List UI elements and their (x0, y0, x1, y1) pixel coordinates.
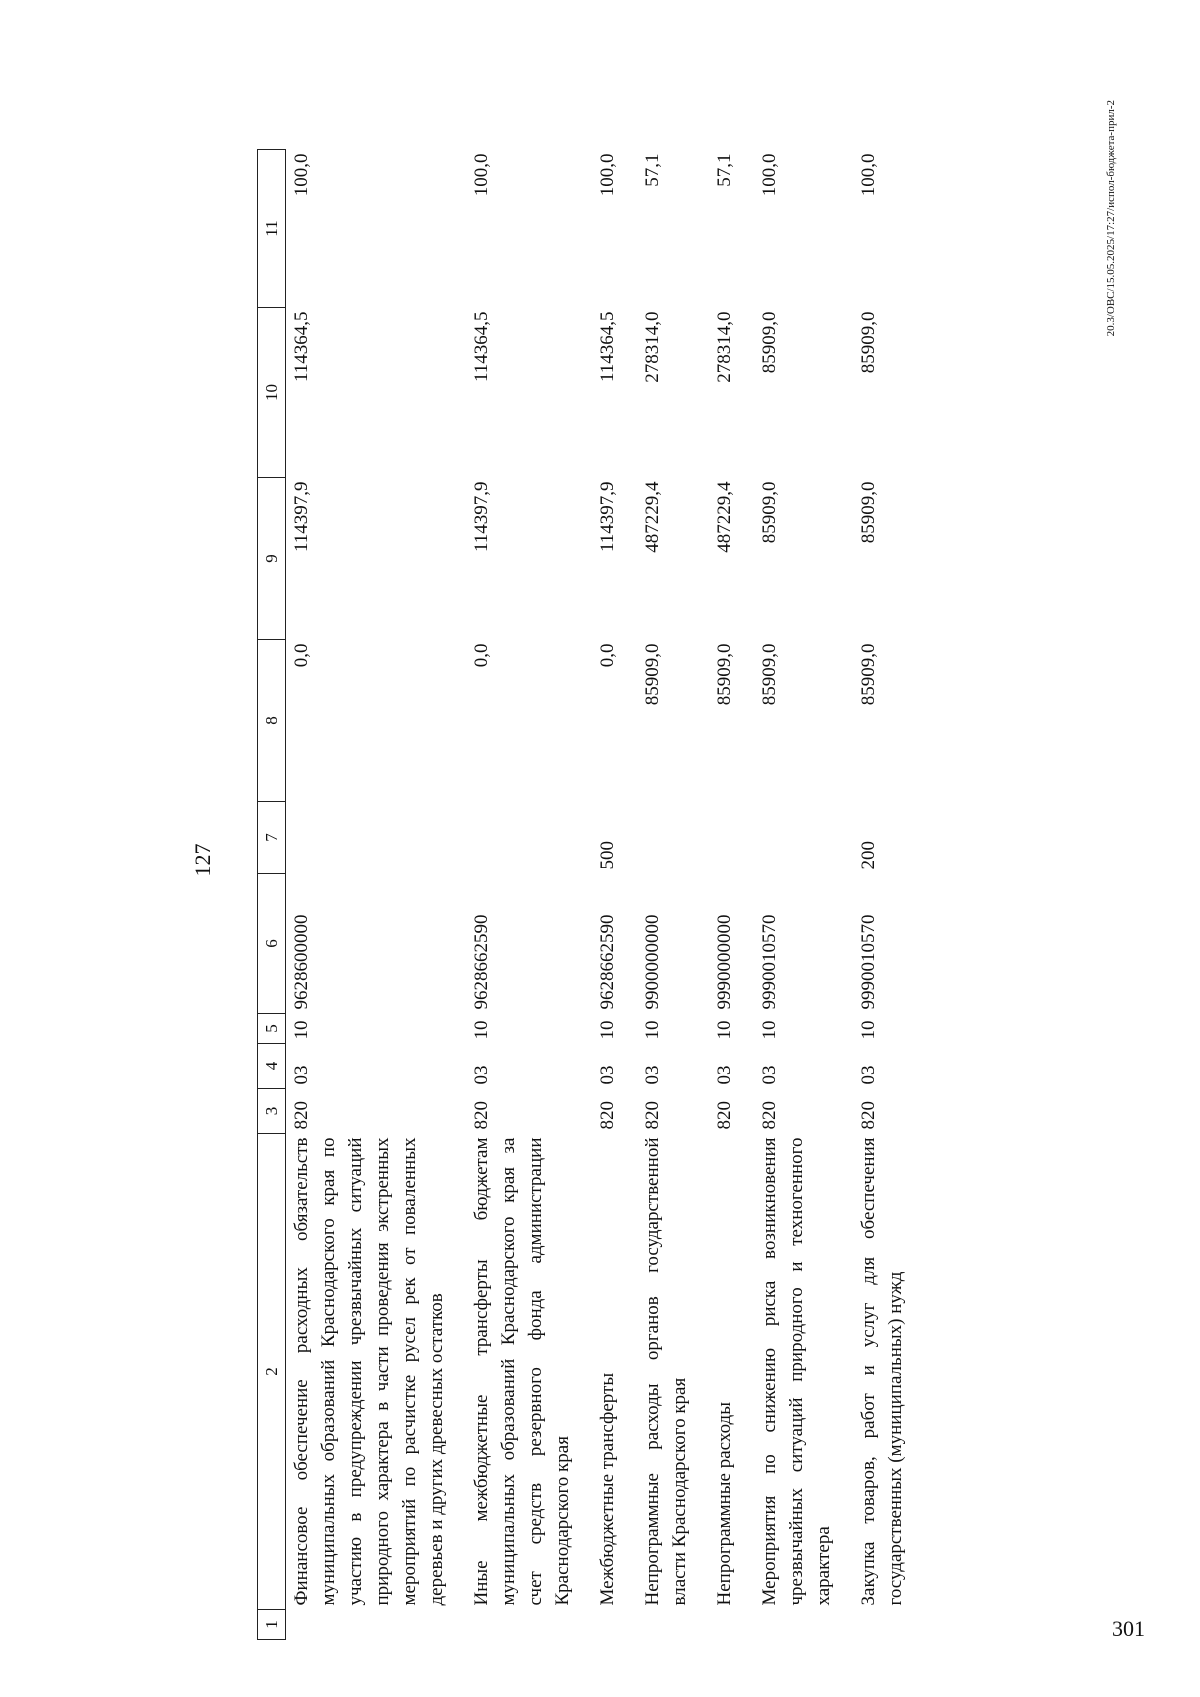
row-name: Финансовое обеспечение расходных обязательств муниципальных образований Краснодарского края по участию в предупреждении чрезвычайных ситуаций природного характера в части проведения экстренных мероприятий по расчистке русел рек от поваленных деревьев и других древесных остатков (291, 1137, 447, 1606)
row-number-cell (286, 1610, 467, 1640)
value-col-9: 114397,9 (291, 481, 312, 553)
expense-type-code (466, 802, 592, 874)
expense-type-code: 500 (597, 841, 618, 870)
value-col-10: 85909,0 (759, 311, 780, 374)
row-name: Иные межбюджетные трансферты бюджетам муниципальных образований Краснодарского края за счет средств резервного фонда администрации Краснодарского края (471, 1137, 573, 1606)
target-article-code: 9990010570 (759, 914, 780, 1010)
ministry-code: 820 (858, 1101, 879, 1130)
table-row (466, 150, 592, 1640)
column-number-header (258, 150, 286, 1640)
section-code: 03 (471, 1065, 492, 1085)
row-number-cell (592, 1610, 637, 1640)
section-code: 03 (714, 1065, 735, 1085)
row-number-cell (466, 1610, 592, 1640)
value-col-11: 100,0 (291, 153, 312, 197)
row-number-cell (637, 1610, 709, 1640)
value-col-10: 278314,0 (714, 311, 735, 383)
document-footer-code: 20.3/ОВС/15.05.2025/17:27/испол-бюджета-прил-2 (1105, 100, 1117, 337)
value-col-10: 114364,5 (471, 311, 492, 383)
value-col-10: 278314,0 (642, 311, 663, 383)
value-col-11: 100,0 (471, 153, 492, 197)
budget-table (257, 149, 925, 1640)
row-number-cell (709, 1610, 754, 1640)
ministry-code: 820 (291, 1101, 312, 1130)
subsection-code: 10 (642, 1020, 663, 1040)
value-col-8: 85909,0 (858, 643, 879, 706)
value-col-11: 100,0 (759, 153, 780, 197)
section-code: 03 (597, 1065, 618, 1085)
target-article-code: 9628662590 (597, 914, 618, 1010)
value-col-9: 487229,4 (642, 481, 663, 553)
table-row (637, 150, 709, 1640)
section-code: 03 (642, 1065, 663, 1085)
target-article-code: 9628600000 (291, 914, 312, 1010)
column-header: 7 (258, 802, 286, 874)
value-col-11: 57,1 (642, 153, 663, 187)
value-col-8: 0,0 (471, 643, 492, 668)
row-name: Межбюджетные трансферты (597, 1372, 618, 1606)
subsection-code: 10 (759, 1020, 780, 1040)
value-col-9: 114397,9 (597, 481, 618, 553)
target-article-code: 9900000000 (642, 914, 663, 1010)
column-header: 9 (258, 478, 286, 640)
value-col-8: 0,0 (597, 643, 618, 668)
value-col-11: 100,0 (858, 153, 879, 197)
ministry-code: 820 (714, 1101, 735, 1130)
value-col-10: 85909,0 (858, 311, 879, 374)
value-col-9: 487229,4 (714, 481, 735, 553)
value-col-10: 114364,5 (291, 311, 312, 383)
row-number-cell (754, 1610, 853, 1640)
ministry-code: 820 (759, 1101, 780, 1130)
rotated-page-content (162, 80, 1122, 1640)
value-col-11: 100,0 (597, 153, 618, 197)
ministry-code: 820 (642, 1101, 663, 1130)
subsection-code: 10 (597, 1020, 618, 1040)
table-row (592, 150, 637, 1640)
value-col-8: 0,0 (291, 643, 312, 668)
target-article-code: 9990000000 (714, 914, 735, 1010)
target-article-code: 9628662590 (471, 914, 492, 1010)
column-header: 11 (258, 150, 286, 308)
column-header: 2 (258, 1134, 286, 1610)
subsection-code: 10 (858, 1020, 879, 1040)
value-col-11: 57,1 (714, 153, 735, 187)
subsection-code: 10 (291, 1020, 312, 1040)
column-header: 5 (258, 1014, 286, 1044)
column-header: 8 (258, 640, 286, 802)
target-article-code: 9990010570 (858, 914, 879, 1010)
section-code: 03 (759, 1065, 780, 1085)
expense-type-code: 200 (858, 841, 879, 870)
row-name: Закупка товаров, работ и услуг для обеспечения государственных (муниципальных) нужд (858, 1137, 906, 1606)
page-number: 301 (1112, 1616, 1145, 1641)
table-row (709, 150, 754, 1640)
row-name: Непрограммные расходы органов государственной власти Краснодарского края (642, 1137, 690, 1606)
section-code: 03 (858, 1065, 879, 1085)
expense-type-code (709, 802, 754, 874)
row-name: Мероприятия по снижению риска возникновения чрезвычайных ситуаций природного и техногенного характера (759, 1137, 834, 1606)
ministry-code: 820 (597, 1101, 618, 1130)
value-col-8: 85909,0 (714, 643, 735, 706)
table-row (853, 150, 925, 1640)
value-col-9: 85909,0 (858, 481, 879, 544)
value-col-10: 114364,5 (597, 311, 618, 383)
row-name: Непрограммные расходы (714, 1402, 735, 1606)
subsection-code: 10 (471, 1020, 492, 1040)
section-code: 03 (291, 1065, 312, 1085)
value-col-8: 85909,0 (642, 643, 663, 706)
value-col-9: 114397,9 (471, 481, 492, 553)
table-row (754, 150, 853, 1640)
value-col-8: 85909,0 (759, 643, 780, 706)
ministry-code: 820 (471, 1101, 492, 1130)
expense-type-code (754, 802, 853, 874)
table-row (286, 150, 467, 1640)
table-page-number: 127 (190, 843, 215, 877)
value-col-9: 85909,0 (759, 481, 780, 544)
expense-type-code (286, 802, 467, 874)
column-header: 4 (258, 1044, 286, 1089)
subsection-code: 10 (714, 1020, 735, 1040)
expense-type-code (637, 802, 709, 874)
column-header: 3 (258, 1089, 286, 1134)
column-header: 1 (258, 1610, 286, 1640)
row-number-cell (853, 1610, 925, 1640)
column-header: 10 (258, 308, 286, 478)
column-header: 6 (258, 874, 286, 1014)
